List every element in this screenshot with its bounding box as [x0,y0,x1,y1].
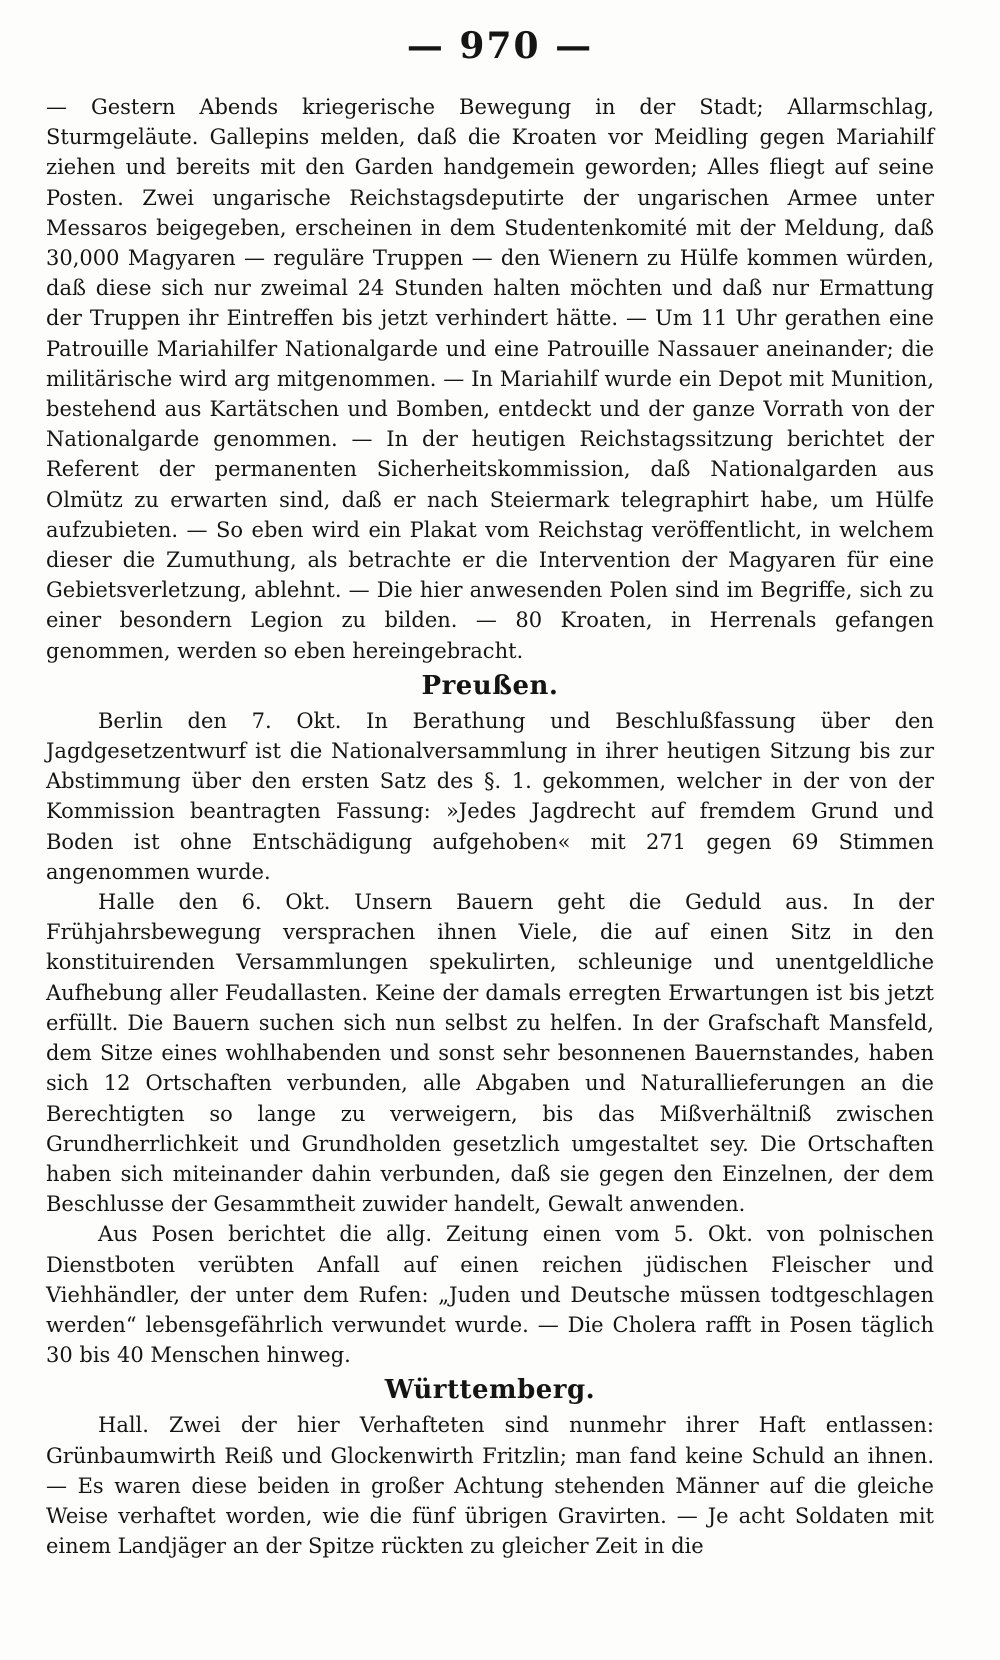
posen-report-paragraph: Aus Posen berichtet die allg. Zeitung einen vom 5. Okt. von polnischen Dienstboten verübten Anfall auf einen reichen jüdischen Fleischer und Viehhändler, der unter dem Rufen: „Juden und Deutsche müssen todtgeschlagen werden“ lebensgefährlich verwundet wurde. — Die Cholera rafft in Posen täglich 30 bis 40 Menschen hinweg. [46,1222,934,1368]
halle-report-paragraph: Halle den 6. Okt. Unsern Bauern geht die Geduld aus. In der Frühjahrsbewegung versprachen ihnen Viele, die auf einen Sitz in den konstituirenden Versammlungen spekulirten, schleunige und unentgeldliche Aufhebung aller Feudallasten. Keine der damals erregten Erwartungen ist bis jetzt erfüllt. Die Bauern suchen sich nun selbst zu helfen. In der Grafschaft Mansfeld, dem Sitze eines wohlhabenden und sonst sehr besonnenen Bauernstandes, haben sich 12 Ortschaften verbunden, alle Abgaben und Naturallieferungen an die Berechtigten so lange zu verweigern, bis das Mißverhältniß zwischen Grundherrlichkeit und Grundholden gesetzlich umgestaltet sey. Die Ortschaften haben sich miteinander dahin verbunden, daß sie gegen den Einzelnen, der dem Beschlusse der Gesammtheit zuwider handelt, Gewalt anwenden. [46,890,934,1217]
text-column [46,92,934,1561]
section-heading-prussia: Preußen. [421,670,559,701]
page-number: — 970 — [406,25,594,67]
section-heading-wuerttemberg: Württemberg. [384,1375,596,1406]
berlin-report-paragraph: Berlin den 7. Okt. In Berathung und Beschlußfassung über den Jagdgesetzentwurf ist die Nationalversammlung in ihrer heutigen Sitzung bis zur Abstimmung über den ersten Satz des §. 1. gekommen, welcher in der von der Kommission beantragten Fassung: »Jedes Jagdrecht auf fremdem Grund und Boden ist ohne Entschädigung aufgehoben« mit 271 gegen 69 Stimmen angenommen wurde. [46,708,934,884]
vienna-report-paragraph: — Gestern Abends kriegerische Bewegung in der Stadt; Allarmschlag, Sturmgeläute. Gallepins melden, daß die Kroaten vor Meidling gegen Mariahilf ziehen und bereits mit den Garden handgemein geworden; Alles fliegt auf seine Posten. Zwei ungarische Reichstagsdeputirte der ungarischen Armee unter Messaros beigegeben, erscheinen in dem Studentenkomité mit der Meldung, daß 30,000 Magyaren — reguläre Truppen — den Wienern zu Hülfe kommen würden, daß diese sich nur zweimal 24 Stunden halten möchten und daß nur Ermattung der Truppen ihr Eintreffen bis jetzt verhindert hätte. — Um 11 Uhr gerathen eine Patrouille Mariahilfer Nationalgarde und eine Patrouille Nassauer aneinander; die militärische wird arg mitgenommen. — In Mariahilf wurde ein Depot mit Munition, bestehend aus Kartätschen und Bomben, entdeckt und der ganze Vorrath von der Nationalgarde genommen. — In der heutigen Reichstagssitzung berichtet der Referent der permanenten Sicherheitskommission, daß Nationalgarden aus Olmütz zu erwarten sind, daß er nach Steiermark telegraphirt habe, um Hülfe aufzubieten. — So eben wird ein Plakat vom Reichstag veröffentlicht, in welchem dieser die Zumuthung, als betrachte er die Intervention der Magyaren für eine Gebietsverletzung, ablehnt. — Die hier anwesenden Polen sind im Begriffe, sich zu einer besondern Legion zu bilden. — 80 Kroaten, in Herrenals gefangen genommen, werden so eben hereingebracht. [46,95,934,663]
hall-report-paragraph: Hall. Zwei der hier Verhafteten sind nunmehr ihrer Haft entlassen: Grünbaumwirth Reiß und Glockenwirth Fritzlin; man fand keine Schuld an ihnen. — Es waren diese beiden in großer Achtung stehenden Männer auf die gleiche Weise verhaftet worden, wie die fünf übrigen Gravirten. — Je acht Soldaten mit einem Landjäger an der Spitze rückten zu gleicher Zeit in die [46,1413,934,1559]
